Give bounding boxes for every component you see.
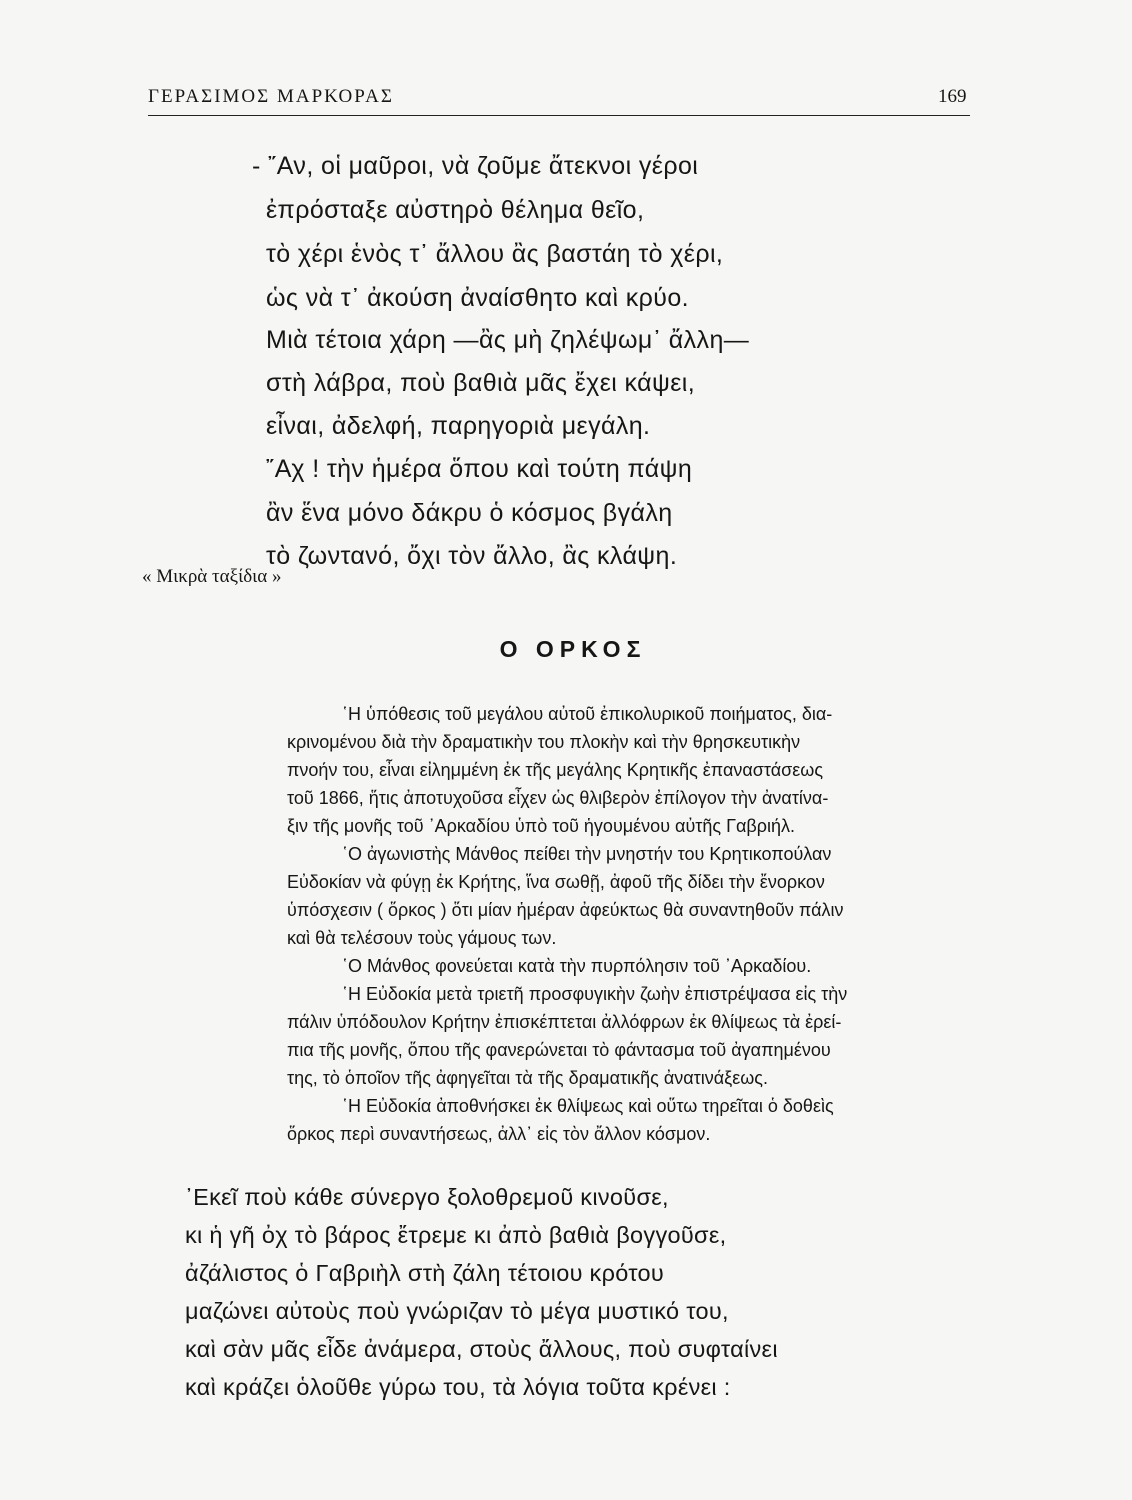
verse-line: ᾿Εκεῖ ποὺ κάθε σύνεργο ξολοθρεμοῦ κινοῦσε, xyxy=(185,1184,669,1210)
source-citation: « Μικρὰ ταξίδια » xyxy=(142,566,282,587)
summary-line: καὶ θὰ τελέσουν τοὺς γάμους των. xyxy=(287,928,557,948)
summary-line: ῾Ο ἀγωνιστὴς Μάνθος πείθει τὴν μνηστήν του Κρητικοπούλαν xyxy=(342,844,832,864)
summary-line: ῾Ο Μάνθος φονεύεται κατὰ τὴν πυρπόλησιν τοῦ ᾿Αρκαδίου. xyxy=(342,956,812,976)
verse-line: καὶ σὰν μᾶς εἶδε ἀνάμερα, στοὺς ἄλλους, ποὺ συφταίνει xyxy=(185,1336,778,1362)
summary-line: ὑπόσχεσιν ( ὅρκος ) ὅτι μίαν ἡμέραν ἀφεύκτως θὰ συναντηθοῦν πάλιν xyxy=(287,900,844,920)
stanza-line: τὸ ζωντανό, ὄχι τὸν ἄλλο, ἂς κλάψη. xyxy=(266,542,678,570)
summary-line: ὅρκος περὶ συναντήσεως, ἀλλ᾿ εἰς τὸν ἄλλον κόσμον. xyxy=(287,1124,711,1144)
summary-line: ξιν τῆς μονῆς τοῦ ᾿Αρκαδίου ὑπὸ τοῦ ἡγουμένου αὐτῆς Γαβριήλ. xyxy=(287,816,796,836)
summary-line: πάλιν ὑπόδουλον Κρήτην ἐπισκέπτεται ἀλλόφρων ἐκ θλίψεως τὰ ἐρεί- xyxy=(287,1012,842,1032)
header-rule xyxy=(148,115,970,116)
summary-line: ῾Η ὑπόθεσις τοῦ μεγάλου αὐτοῦ ἐπικολυρικοῦ ποιήματος, δια- xyxy=(342,704,833,724)
summary-line: κρινομένου διὰ τὴν δραματικὴν του πλοκὴν καὶ τὴν θρησκευτικὴν xyxy=(287,732,801,752)
stanza-line: ἐπρόσταξε αὐστηρὸ θέλημα θεῖο, xyxy=(266,196,645,224)
verse-line: μαζώνει αὐτοὺς ποὺ γνώριζαν τὸ μέγα μυστικό του, xyxy=(185,1298,729,1324)
summary-line: ῾Η Εὐδοκία μετὰ τριετῆ προσφυγικὴν ζωὴν ἐπιστρέψασα εἰς τὴν xyxy=(342,984,848,1004)
stanza-line: ῎Αχ ! τὴν ἡμέρα ὅπου καὶ τούτη πάψη xyxy=(266,455,693,483)
verse-line: κι ἡ γῆ ὀχ τὸ βάρος ἔτρεμε κι ἀπὸ βαθιὰ βογγοῦσε, xyxy=(185,1222,727,1248)
page-number: 169 xyxy=(938,86,967,107)
verse-line: καὶ κράζει ὁλοῦθε γύρω του, τὰ λόγια τοῦτα κρένει : xyxy=(185,1374,731,1400)
summary-line: της, τὸ ὁποῖον τῆς ἀφηγεῖται τὰ τῆς δραματικῆς ἀνατινάξεως. xyxy=(287,1068,768,1088)
summary-line: τοῦ 1866, ἥτις ἀποτυχοῦσα εἶχεν ὡς θλιβερὸν ἐπίλογον τὴν ἀνατίνα- xyxy=(287,788,829,808)
summary-line: πνοήν του, εἶναι εἰλημμένη ἐκ τῆς μεγάλης Κρητικῆς ἐπαναστάσεως xyxy=(287,760,823,780)
verse-line: ἀζάλιστος ὁ Γαβριὴλ στὴ ζάλη τέτοιου κρότου xyxy=(185,1260,665,1286)
summary-line: πια τῆς μονῆς, ὅπου τῆς φανερώνεται τὸ φάντασμα τοῦ ἀγαπημένου xyxy=(287,1040,831,1060)
stanza-line: τὸ χέρι ἑνὸς τ᾿ ἄλλου ἂς βαστάη τὸ χέρι, xyxy=(266,240,724,268)
poem-title: Ο ΟΡΚΟΣ xyxy=(499,636,647,662)
summary-line: Εὐδοκίαν νὰ φύγῃ ἐκ Κρήτης, ἵνα σωθῇ, ἀφοῦ τῆς δίδει τὴν ἔνορκον xyxy=(287,872,825,892)
running-header-author: ΓΕΡΑΣΙΜΟΣ ΜΑΡΚΟΡΑΣ xyxy=(148,86,394,107)
stanza-line: - ῎Αν, οἱ μαῦροι, νὰ ζοῦμε ἄτεκνοι γέροι xyxy=(252,152,699,180)
stanza-line: Μιὰ τέτοια χάρη —ἂς μὴ ζηλέψωμ᾿ ἄλλη— xyxy=(266,326,750,354)
stanza-line: ὡς νὰ τ᾿ ἀκούση ἀναίσθητο καὶ κρύο. xyxy=(266,284,690,312)
summary-line: ῾Η Εὐδοκία ἀποθνήσκει ἐκ θλίψεως καὶ οὕτω τηρεῖται ὁ δοθεὶς xyxy=(342,1096,834,1116)
stanza-line: ἂν ἕνα μόνο δάκρυ ὁ κόσμος βγάλη xyxy=(266,499,673,527)
stanza-line: εἶναι, ἀδελφή, παρηγοριὰ μεγάλη. xyxy=(266,412,651,440)
stanza-line: στὴ λάβρα, ποὺ βαθιὰ μᾶς ἔχει κάψει, xyxy=(266,369,696,397)
